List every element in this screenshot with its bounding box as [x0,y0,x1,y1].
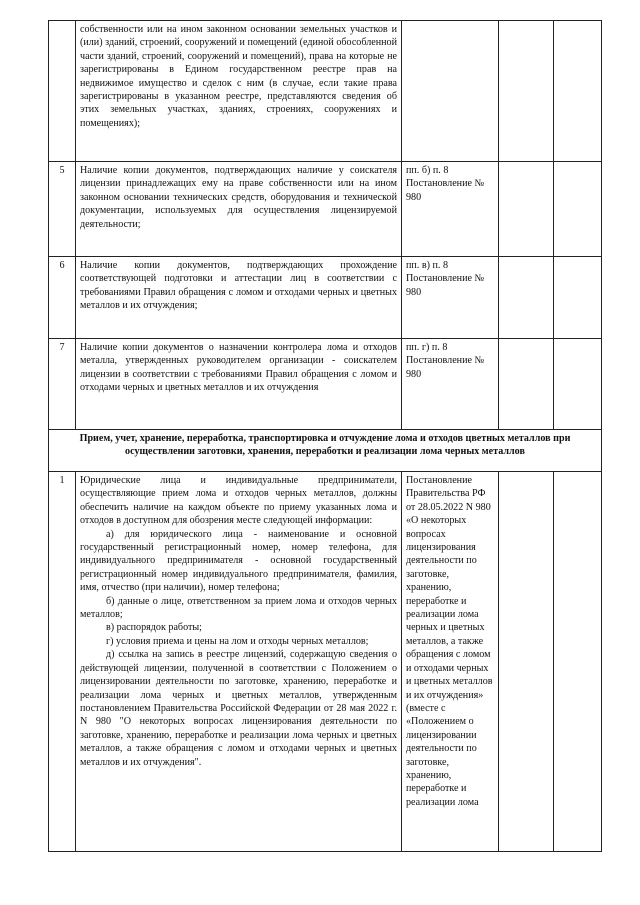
table-row [49,339,602,430]
table-row [49,472,602,852]
requirement-paragraph: г) условия приема и цены на лом и отходы черных металлов; [106,635,369,647]
reference-text: пп. в) п. 8 Постановление № 980 [402,257,499,339]
row-number [49,21,76,162]
row-number: 6 [49,257,76,339]
table-row [49,21,602,162]
reference-text: пп. г) п. 8 Постановление № 980 [402,339,499,430]
empty-cell [554,162,602,257]
row-number: 1 [49,472,76,852]
empty-cell [499,339,554,430]
row-number: 5 [49,162,76,257]
empty-cell [499,162,554,257]
row-number: 7 [49,339,76,430]
empty-cell [499,472,554,852]
requirement-paragraph: в) распорядок работы; [106,622,202,634]
requirement-text: собственности или на ином законном основании земельных участков и (или) зданий, строений, сооружений и помещений (единой обособленной части зданий, строений, сооружений и помещений), права на которые не зарегистрированы в Едином государственном реестре прав на недвижимое имущество и сделок с ним (в случае, если такие права зарегистрированы в указанном реестре, представляются сведения об этих земельных участках, зданиях, строениях, сооружениях и помещениях); [76,21,402,162]
requirement-paragraph: а) для юридического лица - наименование и основной государственный регистрационный номер, номер телефона, для индивидуального предпринимателя - основной государственный регистрационный номер индивидуального предпринимателя, фамилия, имя, отчество (при наличии), номер телефона; [80,528,397,594]
table-row [49,257,602,339]
reference-text: Постановление Правительства РФ от 28.05.2022 N 980 «О некоторых вопросах лицензирования деятельности по заготовке, хранению, переработке и реализации лома черных и цветных металлов, а также обращения с ломом и отходами черных и цветных металлов и их отчуждения» (вместе с «Положением о лицензировании деятельности по заготовке, хранению, переработке и реализации лома [402,472,499,852]
table-row [49,162,602,257]
requirement-paragraph: б) данные о лице, ответственном за прием лома и отходов черных металлов; [80,595,397,621]
reference-text: пп. б) п. 8 Постановление № 980 [402,162,499,257]
requirement-text [76,472,402,852]
section-title: Прием, учет, хранение, переработка, транспортировка и отчуждение лома и отходов цветных металлов при осуществлении заготовки, хранения, переработки и реализации лома черных металлов [49,430,602,472]
empty-cell [554,21,602,162]
reference-text [402,21,499,162]
section-row [49,430,602,472]
empty-cell [554,472,602,852]
requirement-text: Наличие копии документов, подтверждающих прохождение соответствующей подготовки и аттестации лиц в соответствии с требованиями Правил обращения с ломом и отходами черных и цветных металлов и их отчуждения; [76,257,402,339]
requirement-paragraph: Юридические лица и индивидуальные предприниматели, осуществляющие прием лома и отходов черных металлов, должны обеспечить наличие на каждом объекте по приему указанных лома и отходов в доступном для обозрения месте следующей информации: [80,475,397,527]
requirement-text: Наличие копии документов, подтверждающих наличие у соискателя лицензии принадлежащих ему на праве собственности или на ином законном основании технических средств, оборудования и технической документации, используемых для осуществления лицензируемой деятельности; [76,162,402,257]
requirement-text: Наличие копии документов о назначении контролера лома и отходов металла, утвержденных руководителем организации - соискателем лицензии в соответствии с требованиями Правил обращения с ломом и отходами черных и цветных металлов и их отчуждения [76,339,402,430]
empty-cell [499,257,554,339]
requirement-paragraph: д) ссылка на запись в реестре лицензий, содержащую сведения о действующей лицензии, полученной в соответствии с Положением о лицензировании деятельности по заготовке, хранению, переработке и реализации лома черных и цветных металлов, утвержденным постановлением Правительства Российской Федерации от 28 мая 2022 г. N 980 "О некоторых вопросах лицензирования деятельности по заготовке, хранению, переработке и реализации лома черных и цветных металлов, а также обращения с ломом и отходами черных и цветных металлов и их отчуждения". [80,649,397,768]
empty-cell [554,339,602,430]
empty-cell [554,257,602,339]
requirements-table [48,20,602,852]
empty-cell [499,21,554,162]
